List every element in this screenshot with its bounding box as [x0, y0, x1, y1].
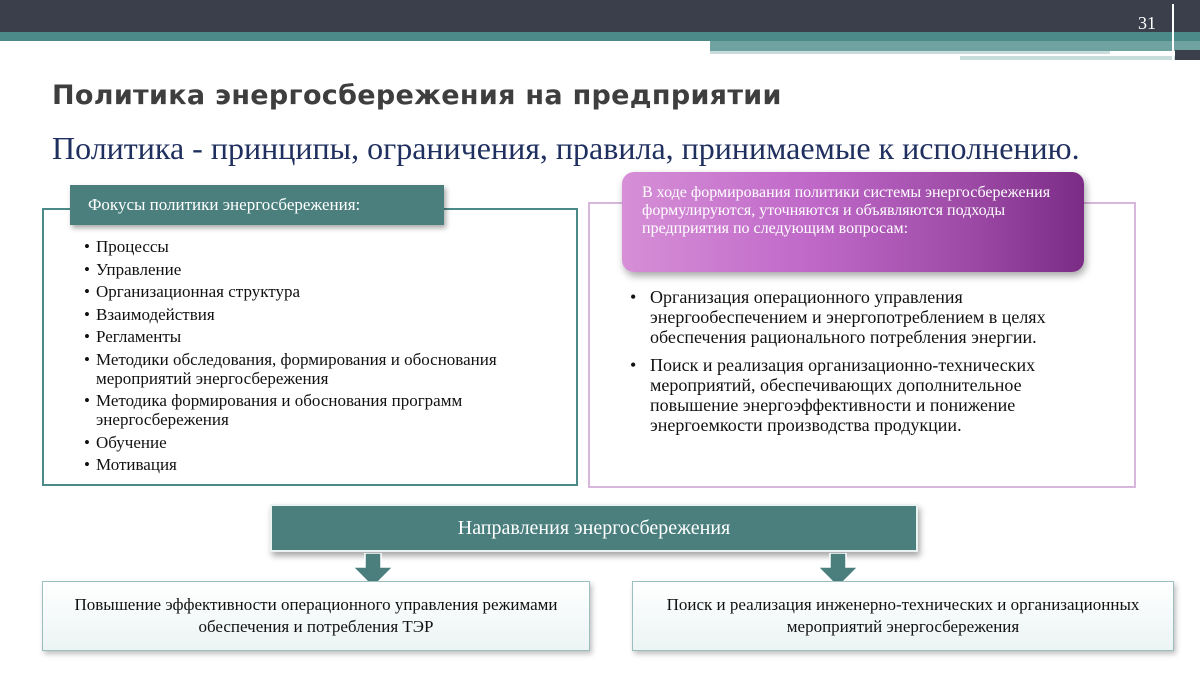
header-stripe: [0, 32, 1200, 41]
focus-box-heading: [70, 185, 444, 225]
page-title: Политика энергосбережения на предприятии: [52, 80, 782, 111]
list-item: • Организация операционного управления энергообеспечением и энергопотреблением в целях обеспечения рационального потребления энергии.: [630, 287, 1100, 347]
directions-banner: [270, 504, 918, 552]
page-subtitle: Политика - принципы, ограничения, правила, принимаемые к исполнению.: [52, 130, 1080, 166]
list-item: • Взаимодействия: [84, 305, 564, 324]
list-item: • Обучение: [84, 433, 564, 452]
approaches-list: [630, 287, 1100, 443]
focus-list: [84, 237, 564, 478]
slide-number-divider: [1172, 4, 1174, 66]
list-item: • Процессы: [84, 237, 564, 256]
header-stripe-light: [710, 51, 1110, 54]
header-bar: [0, 0, 1200, 32]
direction-technical-box: [632, 581, 1174, 651]
directions-banner-text: Направления энергосбережения: [457, 516, 731, 539]
list-item: • Поиск и реализация организационно-технических мероприятий, обеспечивающих дополнительное повышение энергоэффективности и понижение энергоемкости производства продукции.: [630, 355, 1100, 435]
direction-technical-text: Поиск и реализация инженерно-технических и организационных мероприятий энергосбережения: [666, 595, 1140, 636]
header-stripe-light-2: [960, 56, 1200, 60]
list-item: • Регламенты: [84, 327, 564, 346]
list-item: • Методики обследования, формирования и обоснования мероприятий энергосбережения: [84, 350, 564, 388]
direction-operational-box: [42, 581, 590, 651]
header-stripe-dark: [1175, 50, 1200, 60]
list-item: • Организационная структура: [84, 282, 564, 301]
list-item: • Управление: [84, 260, 564, 279]
direction-operational-text: Повышение эффективности операционного управления режимами обеспечения и потребления ТЭР: [74, 595, 558, 636]
header-stripe-accent: [710, 41, 1200, 51]
list-item: • Методика формирования и обоснования программ энергосбережения: [84, 391, 564, 429]
focus-heading-text: Фокусы политики энергосбережения:: [88, 195, 361, 214]
approaches-box-heading: В ходе формирования политики системы энергосбережения формулируются, уточняются и объявляются подходы предприятия по следующим вопросам:: [622, 172, 1084, 272]
list-item: • Мотивация: [84, 455, 564, 474]
slide-number: 31: [1138, 13, 1156, 33]
